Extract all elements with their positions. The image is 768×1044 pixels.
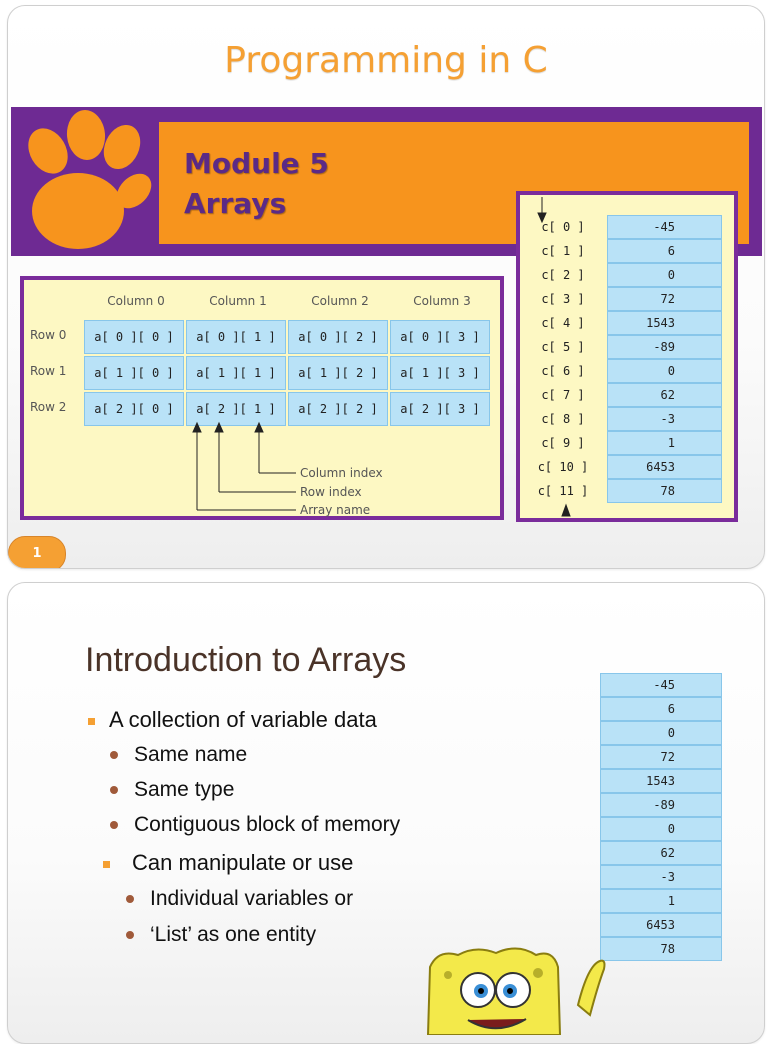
tiger-paw-logo xyxy=(16,107,156,253)
array-cell: a[ 2 ][ 3 ] xyxy=(390,392,490,426)
array-value: 72 xyxy=(607,287,722,311)
array-index: c[ 2 ] xyxy=(541,268,585,282)
array-value: 1543 xyxy=(607,311,722,335)
sub-bullet-item xyxy=(126,887,353,911)
sub-bullet-text: ‘List’ as one entity xyxy=(150,923,317,946)
array-value: 78 xyxy=(600,937,722,961)
slide-title: Introduction to Arrays xyxy=(85,641,407,679)
array-cell: a[ 2 ][ 2 ] xyxy=(288,392,388,426)
array-cell: a[ 2 ][ 1 ] xyxy=(186,392,286,426)
round-bullet-icon xyxy=(110,751,118,759)
array-value: 62 xyxy=(600,841,722,865)
array-cell: a[ 1 ][ 2 ] xyxy=(288,356,388,390)
array-value: -45 xyxy=(607,215,722,239)
round-bullet-icon xyxy=(126,895,134,903)
array-value: 1 xyxy=(607,431,722,455)
sub-bullet-text: Individual variables or xyxy=(150,887,354,910)
array-value: 0 xyxy=(607,263,722,287)
round-bullet-icon xyxy=(126,931,134,939)
sub-bullet-item xyxy=(110,778,234,802)
array-value: 0 xyxy=(600,817,722,841)
array-index: c[ 8 ] xyxy=(541,412,585,426)
sub-bullet-item xyxy=(110,813,400,837)
array-index: c[ 11 ] xyxy=(537,484,589,498)
bullet-text: Can manipulate or use xyxy=(132,850,354,875)
array-value: 0 xyxy=(607,359,722,383)
array-index: c[ 6 ] xyxy=(541,364,585,378)
bullet-item xyxy=(88,707,377,733)
sub-bullet-item xyxy=(126,923,316,947)
array-cell: a[ 0 ][ 0 ] xyxy=(84,320,184,354)
row-header: Row 2 xyxy=(30,400,67,414)
array-value: -45 xyxy=(600,673,722,697)
array-value-stack xyxy=(600,673,722,961)
array-value: -3 xyxy=(600,865,722,889)
array-value: 0 xyxy=(600,721,722,745)
slide-1 xyxy=(7,5,765,569)
array-index: c[ 1 ] xyxy=(541,244,585,258)
bullet-text: A collection of variable data xyxy=(109,707,377,732)
array-value: 1543 xyxy=(600,769,722,793)
sub-bullet-item xyxy=(110,743,247,767)
row-index-label: Row index xyxy=(300,485,362,499)
array-value: 6 xyxy=(607,239,722,263)
array-value: 6453 xyxy=(607,455,722,479)
sub-bullet-text: Same name xyxy=(134,743,248,766)
column-header: Column 3 xyxy=(413,294,471,308)
array-name-label: Array name xyxy=(300,503,371,517)
array-cell: a[ 1 ][ 1 ] xyxy=(186,356,286,390)
module-topic: Arrays xyxy=(184,187,287,220)
array-value: 6 xyxy=(600,697,722,721)
column-header: Column 2 xyxy=(311,294,369,308)
square-bullet-icon xyxy=(88,718,95,725)
array-index: c[ 9 ] xyxy=(541,436,585,450)
array-index: c[ 3 ] xyxy=(541,292,585,306)
spongebob-cartoon-image xyxy=(418,945,618,1035)
round-bullet-icon xyxy=(110,786,118,794)
row-header: Row 0 xyxy=(30,328,67,342)
array-index: c[ 0 ] xyxy=(541,220,585,234)
page-number-badge: 1 xyxy=(8,536,66,569)
slide-title: Programming in C xyxy=(224,40,548,81)
array-cell: a[ 0 ][ 3 ] xyxy=(390,320,490,354)
bullet-item xyxy=(103,850,353,876)
array-cell: a[ 2 ][ 0 ] xyxy=(84,392,184,426)
index-arrows xyxy=(24,280,500,516)
square-bullet-icon xyxy=(103,861,110,868)
array-index: c[ 4 ] xyxy=(541,316,585,330)
two-d-array-diagram xyxy=(20,276,504,520)
array-index: c[ 5 ] xyxy=(541,340,585,354)
array-value: 6453 xyxy=(600,913,722,937)
round-bullet-icon xyxy=(110,821,118,829)
module-title xyxy=(184,144,329,224)
array-value: 62 xyxy=(607,383,722,407)
slide-2 xyxy=(7,582,765,1044)
column-header: Column 0 xyxy=(107,294,165,308)
array-value: 72 xyxy=(600,745,722,769)
sub-bullet-text: Contiguous block of memory xyxy=(134,813,401,836)
array-value: 1 xyxy=(600,889,722,913)
array-value: -89 xyxy=(607,335,722,359)
sub-bullet-text: Same type xyxy=(134,778,235,801)
array-value: 78 xyxy=(607,479,722,503)
array-value: -3 xyxy=(607,407,722,431)
array-value: -89 xyxy=(600,793,722,817)
one-d-array-diagram xyxy=(516,191,738,522)
array-cell: a[ 1 ][ 3 ] xyxy=(390,356,490,390)
array-index: c[ 7 ] xyxy=(541,388,585,402)
array-index: c[ 10 ] xyxy=(537,460,589,474)
column-header: Column 1 xyxy=(209,294,267,308)
column-index-label: Column index xyxy=(300,466,383,480)
array-cell: a[ 0 ][ 1 ] xyxy=(186,320,286,354)
row-header: Row 1 xyxy=(30,364,67,378)
array-cell: a[ 1 ][ 0 ] xyxy=(84,356,184,390)
array-cell: a[ 0 ][ 2 ] xyxy=(288,320,388,354)
module-number: Module 5 xyxy=(184,147,329,180)
